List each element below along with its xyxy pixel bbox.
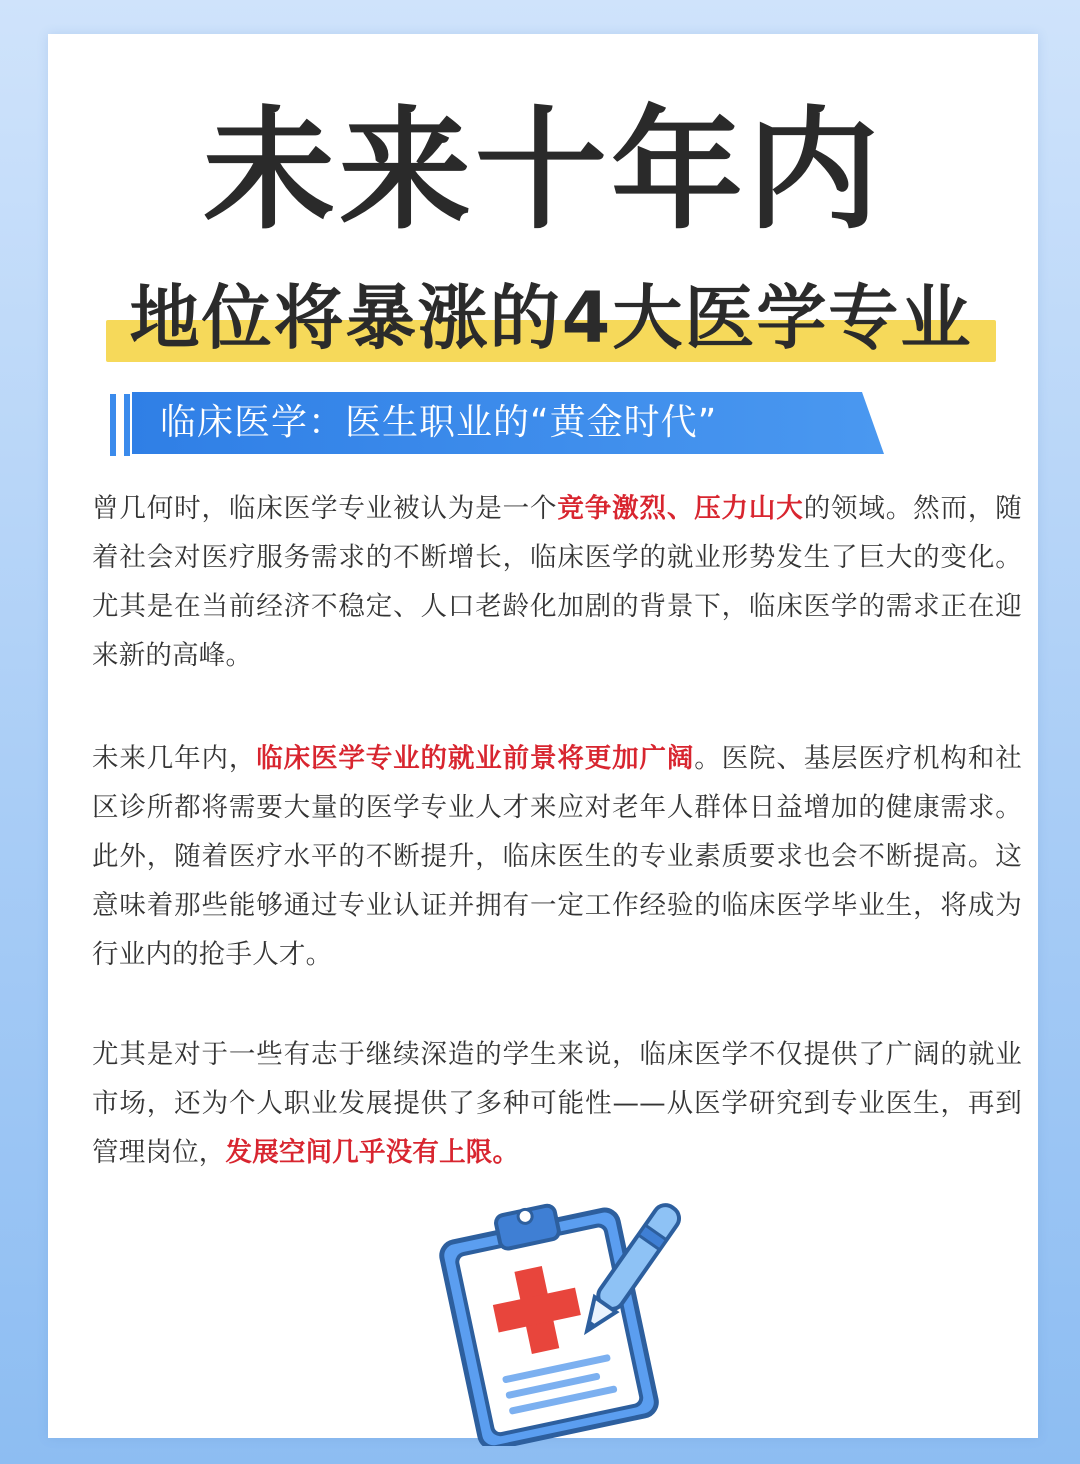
- emphasis-text: 发展空间几乎没有上限。: [225, 1137, 520, 1168]
- subtitle-block: [106, 264, 996, 374]
- paragraph-3: [92, 1030, 1022, 1177]
- emphasis-text: 临床医学专业的就业前景将更加广阔: [256, 743, 695, 774]
- paragraph-1: [92, 484, 1022, 680]
- paragraph-text: 。医院、基层医疗机构和社区诊所都将需要大量的医学专业人才来应对老年人群体日益增加的健康需求。此外，随着医疗水平的不断提升，临床医生的专业素质要求也会不断提高。这意味着那些能够通过专业认证并拥有一定工作经验的临床医学毕业生，将成为行业内的抢手人才。: [92, 743, 1022, 970]
- accent-bar: [110, 394, 116, 456]
- paragraph-text: 曾几何时，临床医学专业被认为是一个: [92, 493, 558, 524]
- paragraph-text: 的领域。然而，随着社会对医疗服务需求的不断增长，临床医学的就业形势发生了巨大的变化。尤其是在当前经济不稳定、人口老龄化加剧的背景下，临床医学的需求正在迎来新的高峰。: [92, 493, 1022, 671]
- paragraph-text: 尤其是对于一些有志于继续深造的学生来说，临床医学不仅提供了广阔的就业市场，还为个人职业发展提供了多种可能性——从医学研究到专业医生，再到管理岗位，: [92, 1039, 1022, 1168]
- page-title: 未来十年内: [203, 94, 883, 248]
- page-subtitle: 地位将暴涨的4大医学专业: [129, 277, 973, 359]
- accent-bar: [124, 394, 130, 456]
- paragraph-2: [92, 734, 1022, 979]
- clipboard-medical-cross-pen-icon: [428, 1184, 688, 1446]
- section-heading: 临床医学：医生职业的“黄金时代”: [160, 402, 718, 443]
- emphasis-text: 竞争激烈、压力山大: [557, 493, 804, 524]
- paragraph-text: 未来几年内，: [92, 743, 257, 774]
- content-card: [48, 34, 1038, 1438]
